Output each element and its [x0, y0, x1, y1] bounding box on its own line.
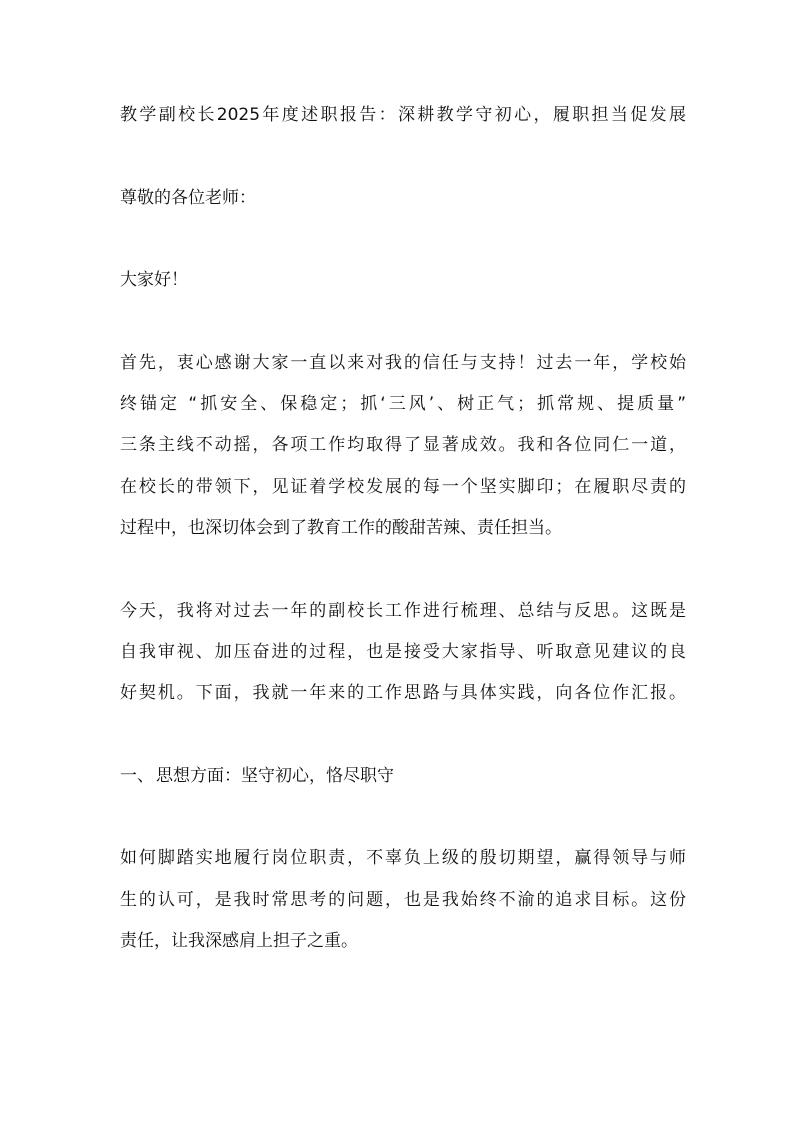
paragraph-line: 自我审视、加压奋进的过程，也是接受大家指导、听取意见建议的良: [120, 641, 686, 662]
paragraph-line: 生的认可，是我时常思考的问题，也是我始终不渝的追求目标。这份: [120, 889, 686, 910]
paragraph-overview: [120, 591, 686, 715]
paragraph-line: 在校长的带领下，见证着学校发展的每一个坚实脚印；在履职尽责的: [120, 476, 686, 497]
document-page: [120, 95, 686, 962]
document-title: 教学副校长2025年度述职报告：深耕教学守初心，履职担当促发展: [120, 105, 686, 125]
section-title: 思想方面：坚守初心，恪尽职守: [156, 765, 394, 786]
paragraph-line: 首先，衷心感谢大家一直以来对我的信任与支持！过去一年，学校始: [120, 352, 686, 373]
greeting: 大家好！: [120, 270, 188, 291]
paragraph-line: 责任，让我深感肩上担子之重。: [120, 930, 358, 951]
paragraph-line: 今天，我将对过去一年的副校长工作进行梳理、总结与反思。这既是: [120, 600, 686, 621]
section-heading: [120, 756, 686, 797]
paragraph-line: 过程中，也深切体会到了教育工作的酸甜苦辣、责任担当。: [120, 517, 562, 538]
paragraph-section1: [120, 838, 686, 962]
paragraph-line: 三条主线不动摇，各项工作均取得了显著成效。我和各位同仁一道，: [120, 435, 686, 456]
paragraph-line: 如何脚踏实地履行岗位职责，不辜负上级的殷切期望，赢得领导与师: [120, 848, 686, 869]
section-number: 一、: [120, 765, 154, 786]
paragraph-line: 好契机。下面，我就一年来的工作思路与具体实践，向各位作汇报。: [120, 683, 686, 704]
paragraph-intro: [120, 343, 686, 549]
salutation: 尊敬的各位老师：: [120, 187, 256, 208]
paragraph-line: 终锚定 “抓安全、保稳定；抓‘三风’、树正气；抓常规、提质量”: [120, 394, 686, 415]
